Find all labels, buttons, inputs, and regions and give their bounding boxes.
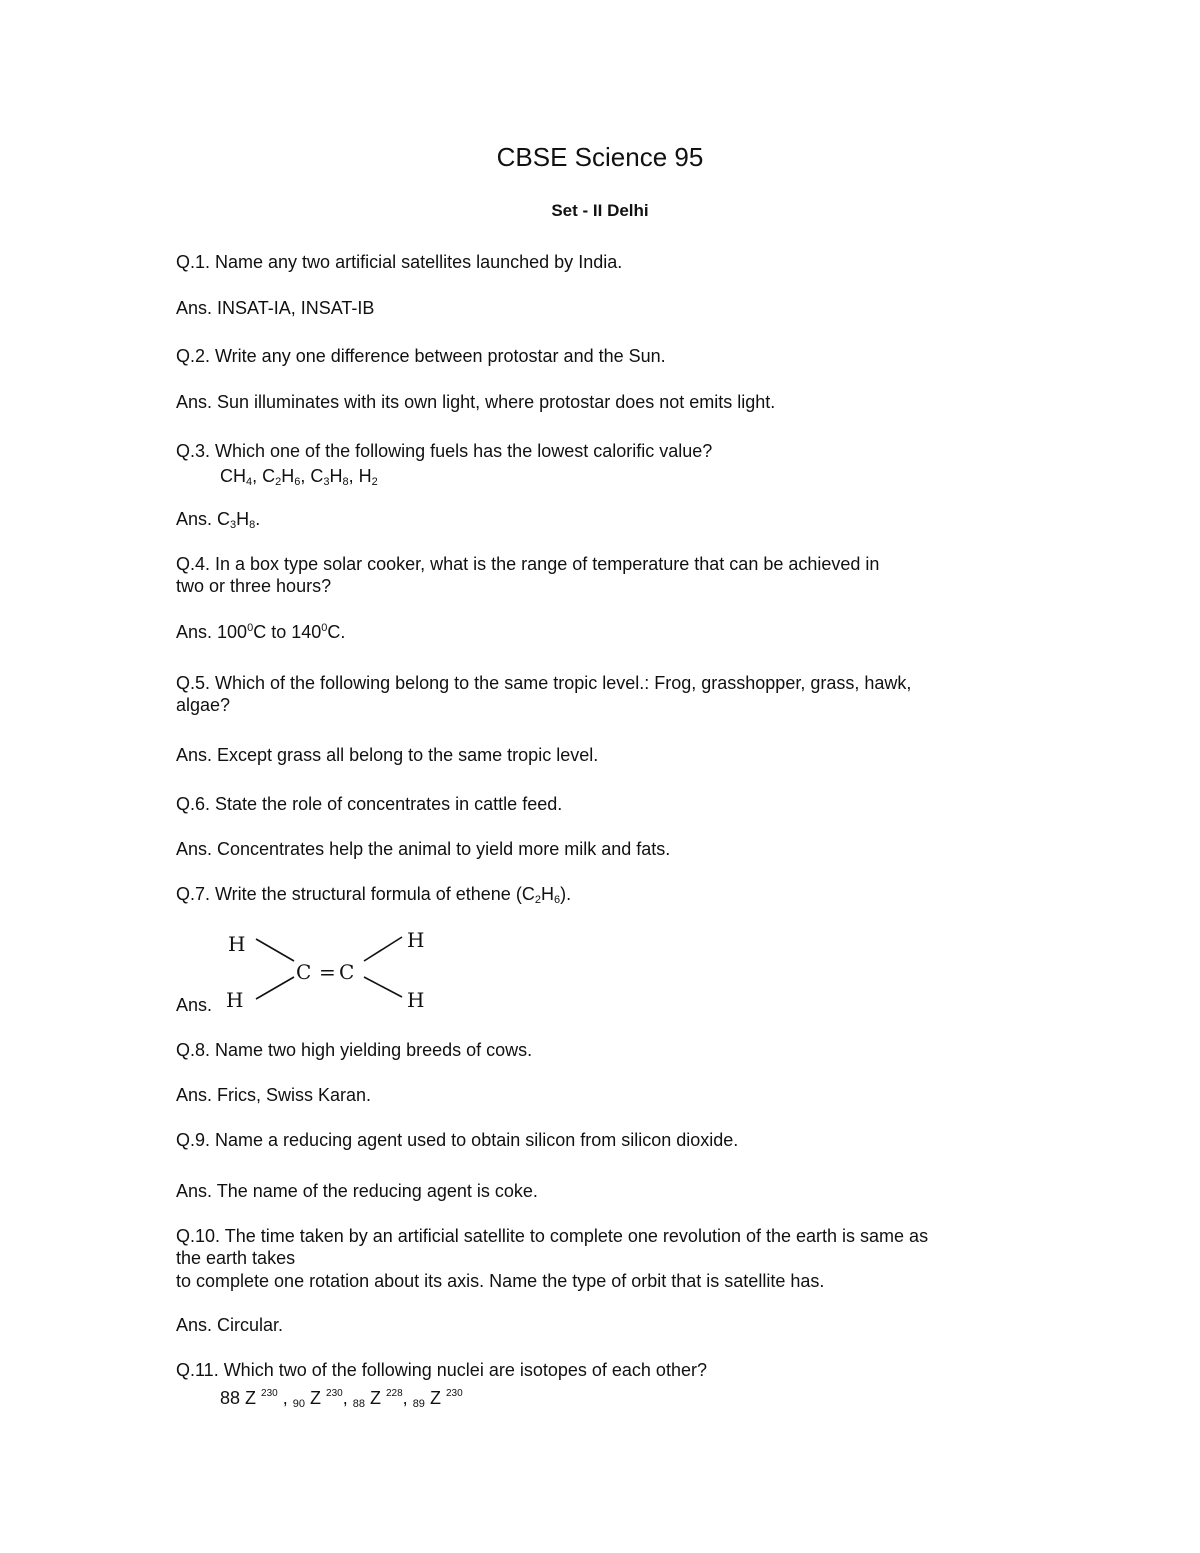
question-10-line-2: the earth takes	[176, 1248, 296, 1268]
formula-carbon-left: C	[296, 960, 312, 984]
question-2: Q.2. Write any one difference between protostar and the Sun.	[176, 346, 666, 366]
answer-6: Ans. Concentrates help the animal to yield more milk and fats.	[176, 839, 671, 859]
bond-line	[364, 977, 402, 997]
answer-2: Ans. Sun illuminates with its own light, where protostar does not emits light.	[176, 392, 776, 412]
answer-7-label: Ans.	[176, 995, 213, 1015]
question-7: Q.7. Write the structural formula of ethene $(C_2H_6)$.	[176, 884, 572, 906]
question-5-line-2: algae?	[176, 695, 231, 715]
fuel-option: $C_3H_8$,	[310, 466, 359, 488]
question-8: Q.8. Name two high yielding breeds of cows.	[176, 1040, 533, 1060]
question-10-line-1: Q.10. The time taken by an artificial satellite to complete one revolution of the earth is same as	[176, 1226, 929, 1246]
question-3-options	[220, 465, 378, 487]
nucleus-notation: 88 Z $^{228}$,	[352, 1388, 413, 1410]
formula-h-bottom-left: H	[226, 988, 244, 1012]
question-11: Q.11. Which two of the following nuclei are isotopes of each other?	[176, 1360, 707, 1380]
answer-4: Ans. $100^0C$ to $140^0C$.	[176, 622, 346, 642]
nucleus-notation: 88 Z $^{230}$ ,	[220, 1388, 293, 1408]
question-10-line-3: to complete one rotation about its axis. Name the type of orbit that is satellite has.	[176, 1271, 825, 1291]
question-6: Q.6. State the role of concentrates in cattle feed.	[176, 794, 563, 814]
answer-8: Ans. Frics, Swiss Karan.	[176, 1085, 372, 1105]
formula-double-bond: =	[319, 960, 336, 984]
bond-line	[256, 939, 294, 961]
question-4-line-1: Q.4. In a box type solar cooker, what is the range of temperature that can be achieved in	[176, 554, 880, 574]
answer-5: Ans. Except grass all belong to the same tropic level.	[176, 745, 599, 765]
bond-line	[256, 977, 294, 999]
question-9: Q.9. Name a reducing agent used to obtain silicon from silicon dioxide.	[176, 1130, 739, 1150]
question-11-nuclei	[220, 1383, 463, 1415]
formula-h-top-left: H	[228, 932, 246, 956]
bond-line	[364, 937, 402, 961]
answer-9: Ans. The name of the reducing agent is coke.	[176, 1181, 538, 1201]
answer-3: Ans. $C_3H_8$.	[176, 509, 261, 531]
question-5-line-1: Q.5. Which of the following belong to the same tropic level.: Frog, grasshopper, grass, hawk,	[176, 673, 912, 693]
formula-h-bottom-right: H	[407, 988, 425, 1012]
nucleus-notation: 89 Z $^{230}$	[412, 1388, 463, 1410]
answer-10: Ans. Circular.	[176, 1315, 284, 1335]
page-title: CBSE Science 95	[496, 142, 704, 172]
formula-carbon-right: C	[339, 960, 355, 984]
question-4-line-2: two or three hours?	[176, 576, 332, 596]
question-3: Q.3. Which one of the following fuels has the lowest calorific value?	[176, 441, 713, 461]
answer-1: Ans. INSAT-IA, INSAT-IB	[176, 298, 375, 318]
fuel-option: $H_2$	[358, 466, 378, 488]
ethene-structural-formula	[222, 925, 434, 1015]
page-subtitle: Set - II Delhi	[551, 201, 649, 220]
formula-h-top-right: H	[407, 928, 425, 952]
question-1: Q.1. Name any two artificial satellites launched by India.	[176, 252, 623, 272]
fuel-option: $C_2H_6$,	[262, 466, 311, 488]
nucleus-notation: 90 Z $^{230}$,	[292, 1388, 353, 1410]
fuel-option: $CH_4$,	[220, 466, 263, 488]
